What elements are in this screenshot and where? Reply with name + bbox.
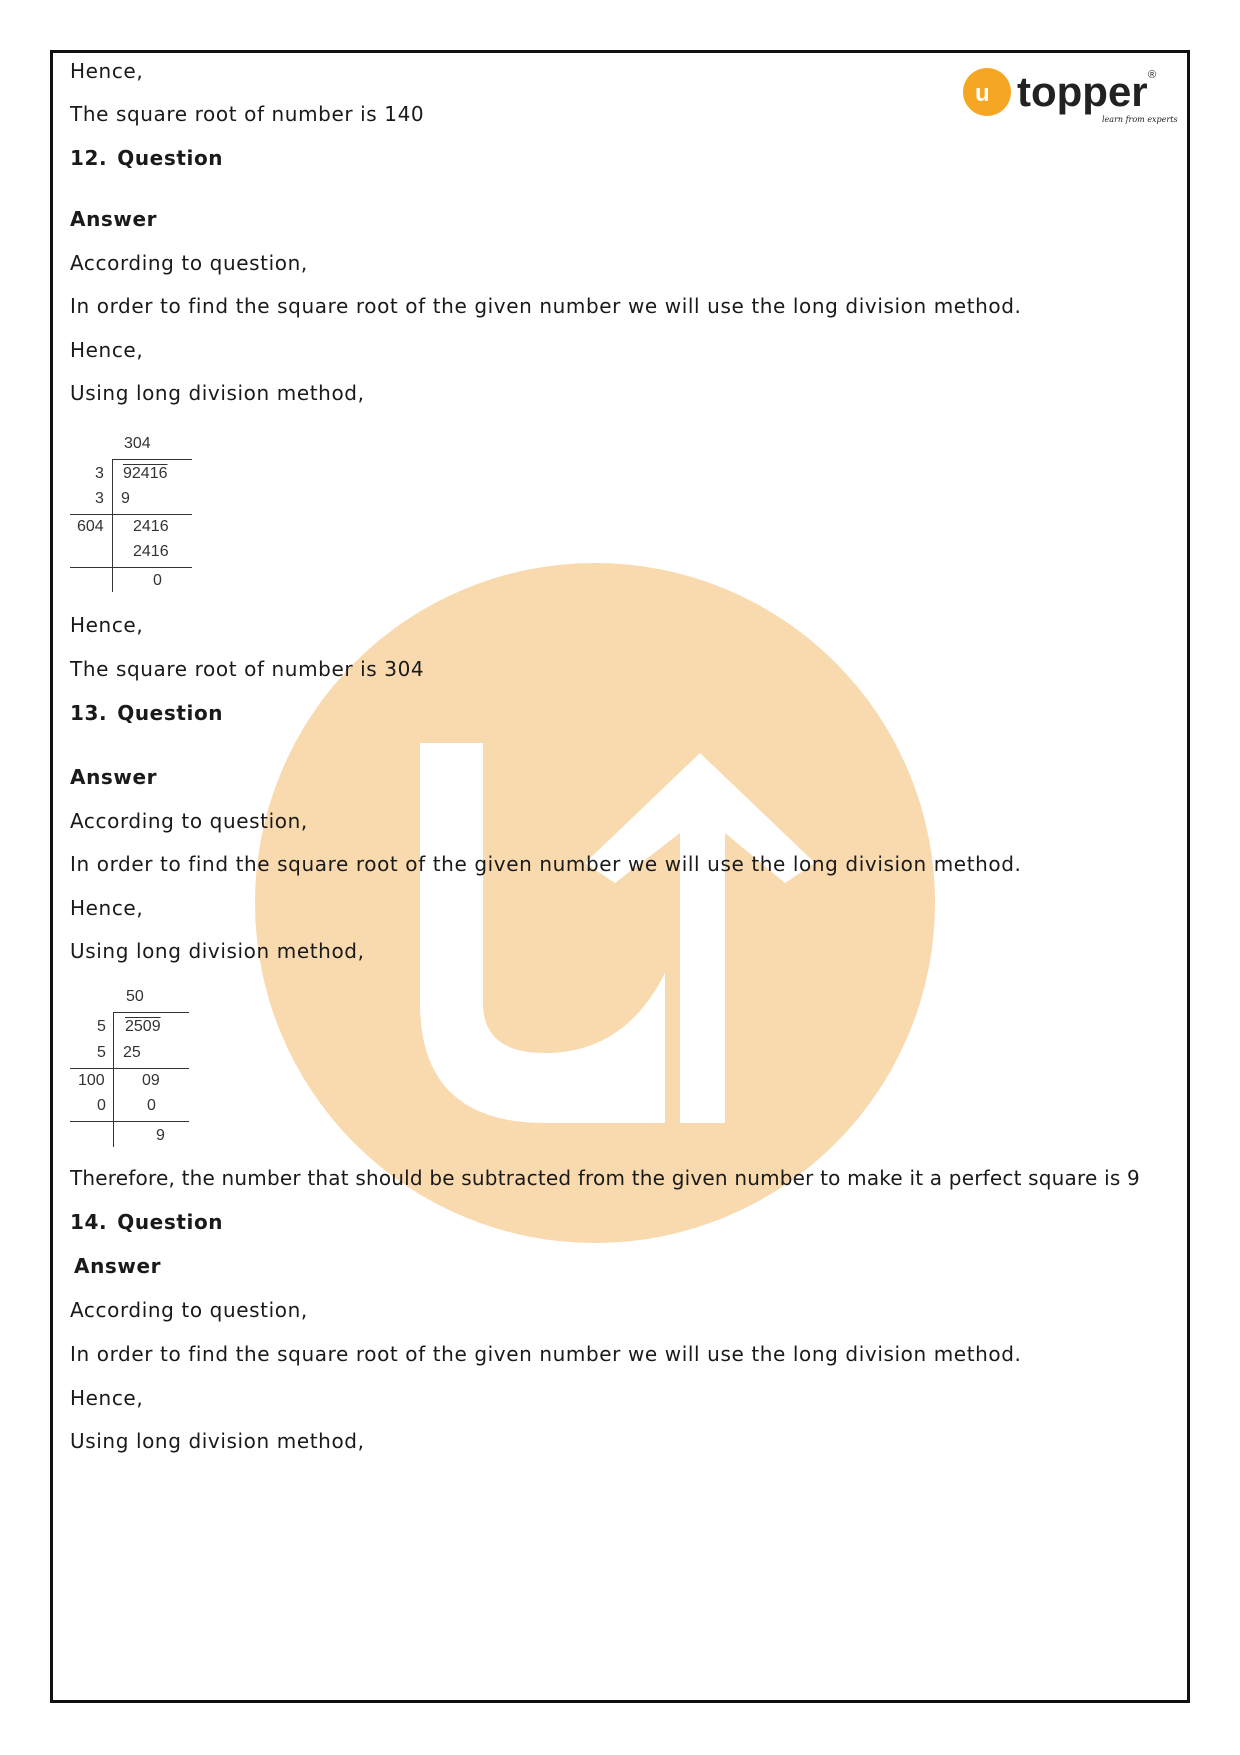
svg-text:u: u [975, 80, 990, 107]
subtrahend: 2416 [133, 543, 169, 560]
registered-mark: ® [1148, 69, 1157, 81]
long-division-304 [70, 432, 200, 592]
text-line: The square root of number is 140 [70, 102, 425, 126]
question-number: 12. [70, 146, 108, 170]
quotient: 304 [124, 435, 151, 452]
quotient: 50 [126, 988, 144, 1005]
divisor: 604 [77, 518, 104, 535]
divisor: 5 [97, 1044, 106, 1061]
text-line: Using long division method, [70, 381, 365, 405]
text-line: In order to find the square root of the given number we will use the long division method. [70, 852, 1022, 876]
divisor: 100 [78, 1072, 105, 1089]
answer-heading: Answer [70, 207, 158, 231]
question-heading [70, 700, 223, 726]
final-remainder: 0 [153, 572, 162, 589]
text-line: In order to find the square root of the given number we will use the long division method. [70, 1342, 1022, 1366]
dividend: 2509 [125, 1018, 161, 1035]
question-heading [70, 1209, 223, 1235]
topper-logo [962, 64, 1178, 130]
long-division-50 [70, 985, 200, 1147]
subtrahend: 9 [121, 490, 130, 507]
remainder: 2416 [133, 518, 169, 535]
text-line: Hence, [70, 338, 144, 362]
subtrahend: 0 [147, 1097, 156, 1114]
final-remainder: 9 [156, 1127, 165, 1144]
text-line: Using long division method, [70, 939, 365, 963]
text-line: Hence, [70, 896, 144, 920]
question-label: Question [117, 146, 224, 170]
text-line: According to question, [70, 1298, 308, 1322]
question-label: Question [117, 1210, 224, 1234]
question-heading [70, 145, 223, 171]
remainder: 09 [142, 1072, 160, 1089]
text-line: According to question, [70, 809, 308, 833]
brand-name: topper [1017, 68, 1148, 115]
subtrahend: 25 [123, 1044, 141, 1061]
question-number: 14. [70, 1210, 108, 1234]
text-line: According to question, [70, 251, 308, 275]
answer-heading: Answer [70, 765, 158, 789]
text-line: In order to find the square root of the given number we will use the long division method. [70, 294, 1022, 318]
text-line: Hence, [70, 613, 144, 637]
text-line: Hence, [70, 59, 144, 83]
divisor: 5 [97, 1018, 106, 1035]
brand-tagline: learn from experts [1102, 115, 1178, 124]
text-line: Using long division method, [70, 1429, 365, 1453]
divisor: 0 [97, 1097, 106, 1114]
text-line: Therefore, the number that should be subtracted from the given number to make it a perfect square is 9 [70, 1166, 1140, 1190]
text-line: The square root of number is 304 [70, 657, 425, 681]
divisor: 3 [95, 465, 104, 482]
answer-heading: Answer [74, 1254, 162, 1278]
dividend: 92416 [123, 465, 168, 482]
question-number: 13. [70, 701, 108, 725]
question-label: Question [117, 701, 224, 725]
text-line: Hence, [70, 1386, 144, 1410]
divisor: 3 [95, 490, 104, 507]
